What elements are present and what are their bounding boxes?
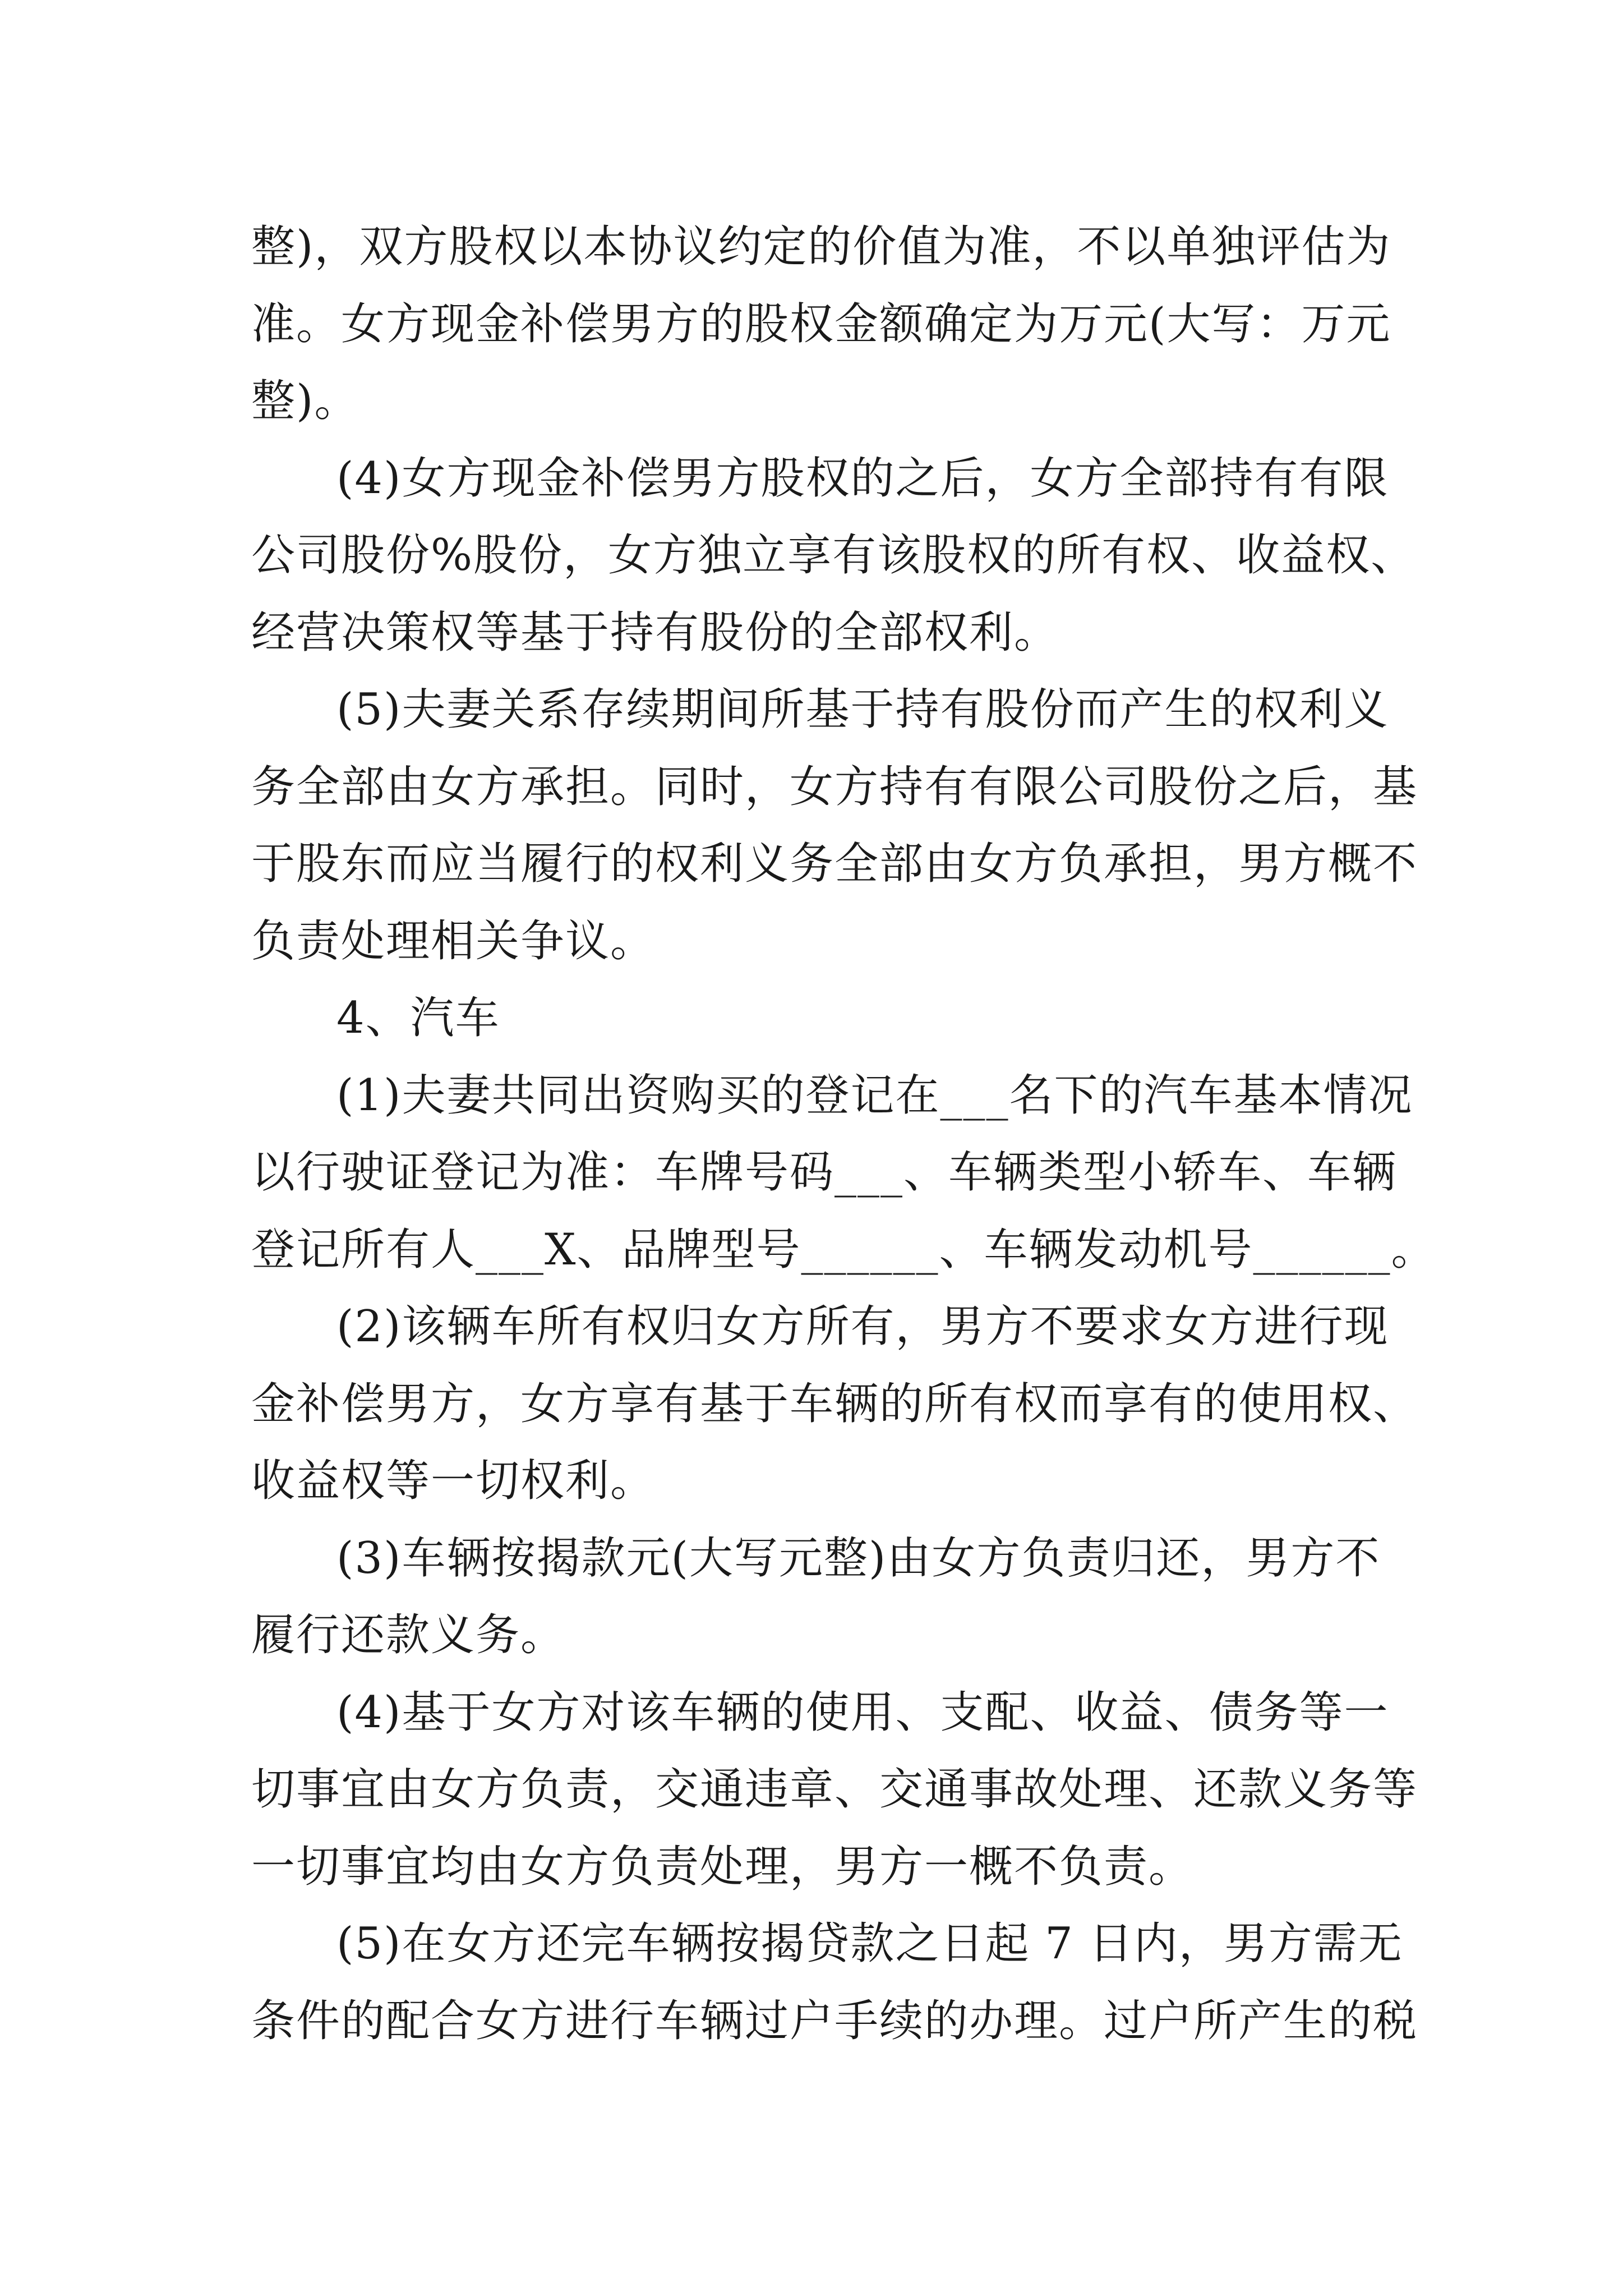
document-body (251, 209, 1436, 2060)
text-line: 负责处理相关争议。 (251, 915, 656, 967)
text-line: 金补偿男方，女方享有基于车辆的所有权而享有的使用权、 (251, 1378, 1418, 1429)
text-line: 公司股份%股份，女方独立享有该股权的所有权、收益权、 (251, 530, 1416, 581)
text-line: 务全部由女方承担。同时，女方持有有限公司股份之后，基 (251, 761, 1418, 812)
text-line: 收益权等一切权利。 (251, 1456, 656, 1506)
text-line: (3)车辆按揭款元(大写元整)由女方负责归还，男方不 (336, 1533, 1381, 1584)
text-line: 登记所有人___X、品牌型号______、车辆发动机号______。 (251, 1224, 1436, 1275)
text-line: 以行驶证登记为准：车牌号码___、车辆类型小轿车、车辆 (251, 1147, 1398, 1198)
text-line: (4)基于女方对该车辆的使用、支配、收益、债务等一 (336, 1687, 1389, 1738)
text-line: 整)，双方股权以本协议约定的价值为准，不以单独评估为 (251, 222, 1391, 272)
text-line: 经营决策权等基于持有股份的全部权利。 (251, 607, 1059, 658)
text-line: (2)该辆车所有权归女方所有，男方不要求女方进行现 (336, 1301, 1389, 1352)
text-line: 条件的配合女方进行车辆过户手续的办理。过户所产生的税 (251, 1995, 1418, 2046)
text-line: 履行还款义务。 (251, 1610, 566, 1660)
text-line: 一切事宜均由女方负责处理，男方一概不负责。 (251, 1841, 1194, 1892)
text-line: 切事宜由女方负责，交通违章、交通事故处理、还款义务等 (251, 1764, 1418, 1815)
text-line: 整)。 (251, 376, 359, 426)
text-line: (5)在女方还完车辆按揭贷款之日起 7 日内，男方需无 (336, 1918, 1403, 1969)
text-line: 于股东而应当履行的权利义务全部由女方负承担，男方概不 (251, 839, 1418, 889)
text-line: (5)夫妻关系存续期间所基于持有股份而产生的权利义 (336, 684, 1389, 735)
text-line: (4)女方现金补偿男方股权的之后，女方全部持有有限 (336, 453, 1389, 504)
text-line: (1)夫妻共同出资购买的登记在___名下的汽车基本情况 (336, 1070, 1413, 1121)
section-heading: 4、汽车 (336, 993, 500, 1043)
text-line: 准。女方现金补偿男方的股权金额确定为万元(大写：万元 (251, 298, 1391, 349)
